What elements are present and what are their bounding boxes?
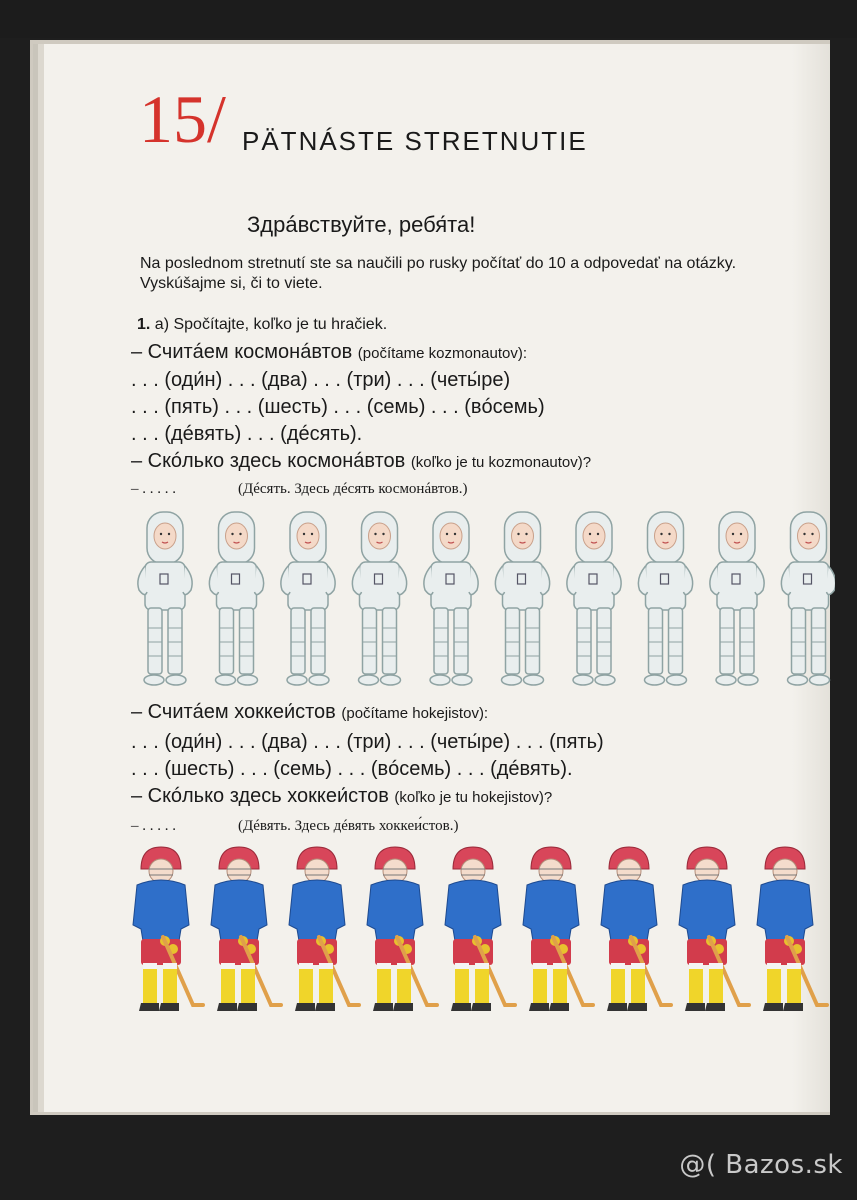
exercise-instruction: Spočítajte, koľko je tu hračiek. — [173, 316, 388, 333]
cosmonaut-figure — [495, 512, 549, 685]
cosmonaut-illustration — [125, 508, 835, 693]
cosmonaut-counting-line-1: . . . (оди́н) . . . (два) . . . (три) . . . (четы́ре) — [131, 369, 511, 391]
chapter-title: PÄTNÁSTE STRETNUTIE — [242, 126, 588, 156]
hockey-player-figure — [679, 847, 749, 1011]
exercise-part: a) — [154, 316, 170, 333]
cosmonaut-answer-dots: – . . . . . — [131, 481, 176, 497]
hockey-player-figure — [445, 847, 515, 1011]
hockey-player-figure — [523, 847, 593, 1011]
hockey-answer-dots: – . . . . . — [131, 818, 176, 834]
hockey-answer-text: (Дéвять. Здесь дéвять хоккеи́стов.) — [238, 818, 459, 834]
greeting: Здрáвствуйте, ребя́та! — [247, 212, 476, 237]
hockey-player-figure — [367, 847, 437, 1011]
cosmonaut-counting-line-3: . . . (дéвять) . . . (дéсять). — [131, 423, 363, 445]
cosmonaut-figure — [352, 512, 406, 685]
hockey-illustration — [125, 845, 835, 1020]
cosmonaut-figure — [567, 512, 621, 685]
cosmonaut-figure — [424, 512, 478, 685]
intro-line-2: Vyskúšajme si, či to viete. — [140, 275, 323, 292]
cosmonaut-figure — [710, 512, 764, 685]
hockey-count-ru: – Считáем хоккеи́стов — [131, 701, 336, 723]
cosmonaut-count-ru: – Считáем космонáвтов — [131, 341, 353, 363]
hockey-player-figure — [289, 847, 359, 1011]
watermark: @( Bazos.sk — [679, 1150, 843, 1180]
cosmonaut-figure — [281, 512, 335, 685]
exercise-heading — [137, 316, 387, 334]
hockey-player-figure — [757, 847, 827, 1011]
cosmonaut-question-sk: (koľko je tu kozmonautov)? — [410, 454, 592, 471]
hockey-question-ru: – Скóлько здесь хоккеи́стов — [131, 785, 389, 807]
hockey-counting-line-1: . . . (оди́н) . . . (два) . . . (три) . . . (четы́ре) . . . (пять) — [131, 731, 604, 753]
cosmonaut-count-sk: (počítame kozmonautov): — [357, 345, 528, 362]
hockey-count-line — [131, 701, 488, 724]
intro-line-1: Na poslednom stretnutí ste sa naučili po rusky počítať do 10 a odpovedať na otázky. — [140, 255, 737, 272]
hockey-player-figure — [211, 847, 281, 1011]
cosmonaut-counting-line-2: . . . (пять) . . . (шесть) . . . (семь) . . . (вóсемь) — [131, 396, 545, 418]
hockey-count-sk: (počítame hokejistov): — [341, 705, 489, 722]
cosmonaut-answer — [131, 481, 468, 498]
cosmonaut-answer-text: (Дéсять. Здесь дéсять космонáвтов.) — [238, 481, 468, 497]
cosmonaut-question-ru: – Скóлько здесь космонáвтов — [131, 450, 406, 472]
cosmonaut-question — [131, 450, 591, 473]
hockey-question-sk: (koľko je tu hokejistov)? — [394, 789, 553, 806]
hockey-answer — [131, 818, 459, 835]
cosmonaut-count-line — [131, 341, 527, 364]
hockey-counting-line-2: . . . (шесть) . . . (семь) . . . (вóсемь) . . . (дéвять). — [131, 758, 573, 780]
cosmonaut-figure — [638, 512, 692, 685]
scan-background — [0, 0, 857, 38]
cosmonaut-figure — [138, 512, 192, 685]
cosmonaut-figure — [209, 512, 263, 685]
chapter-number: 15/ — [139, 81, 226, 157]
hockey-player-figure — [133, 847, 203, 1011]
hockey-question — [131, 785, 552, 808]
hockey-player-figure — [601, 847, 671, 1011]
cosmonaut-figure — [781, 512, 835, 685]
exercise-number: 1. — [137, 316, 151, 333]
